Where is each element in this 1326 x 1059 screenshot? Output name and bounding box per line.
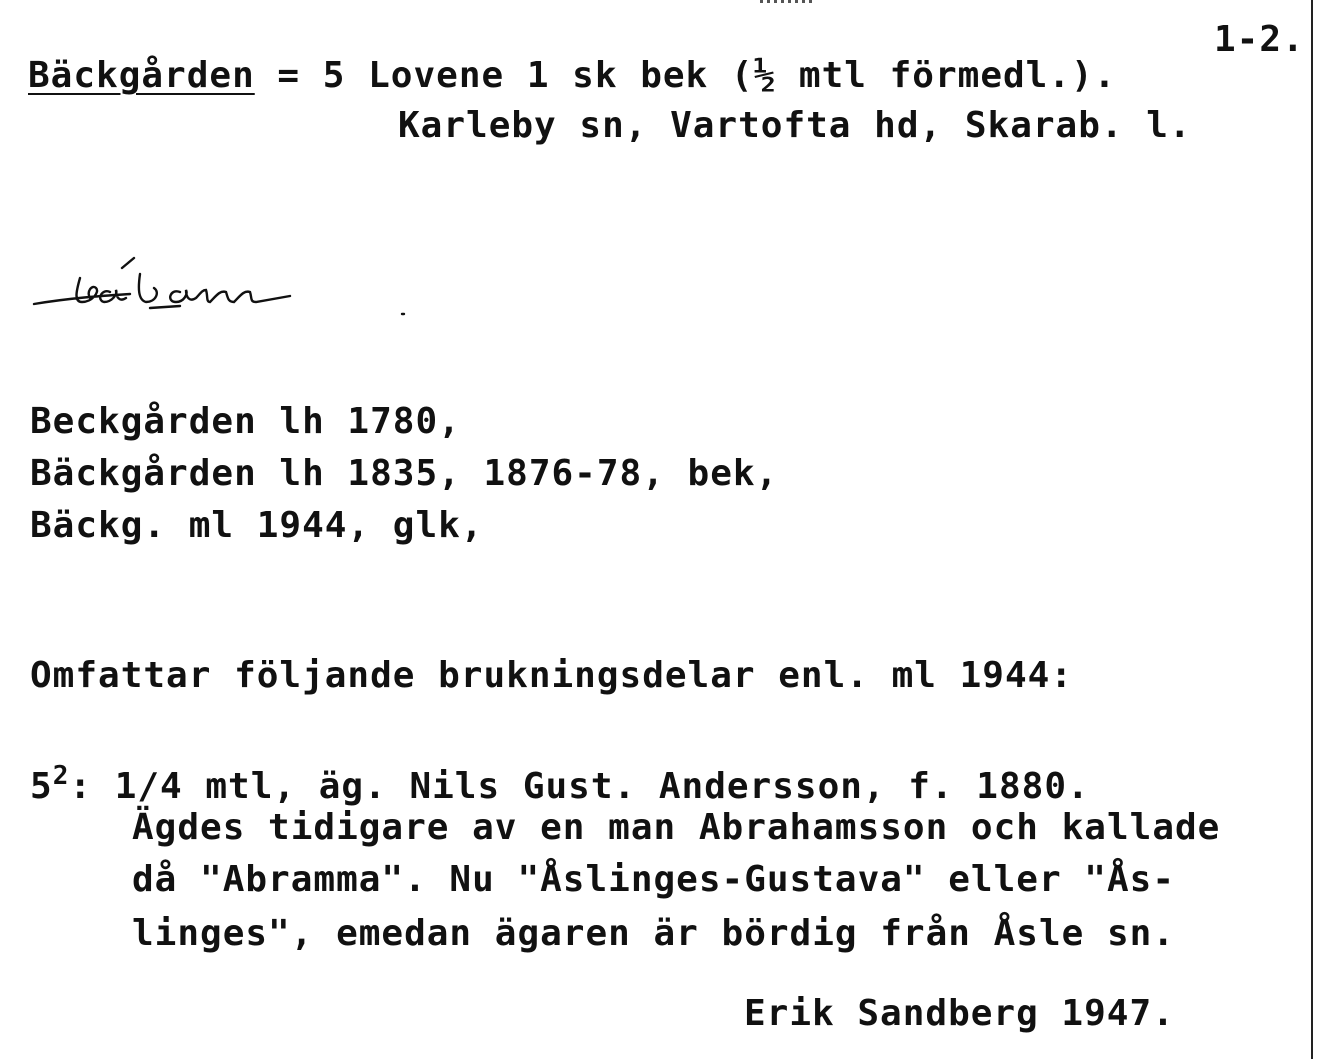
part-line-2: Ägdes tidigare av en man Abrahamsson och kallade (132, 807, 1221, 848)
part-line-4: linges", emedan ägaren är bördig från Åsle sn. (132, 913, 1175, 954)
location-line: Karleby sn, Vartofta hd, Skarab. l. (398, 105, 1192, 146)
entry-description: = 5 Lovene 1 sk bek (½ mtl förmedl.). (254, 55, 1117, 96)
card-right-edge (1311, 0, 1313, 1059)
top-edge-marks (760, 0, 816, 3)
page-number: 1-2. (1214, 19, 1305, 60)
place-name: Bäckgården (28, 55, 255, 96)
history-line-3: Bäckg. ml 1944, glk, (30, 505, 484, 546)
history-line-1: Beckgården lh 1780, (30, 401, 461, 442)
entry-title (28, 56, 1116, 96)
part-entry (30, 756, 1090, 807)
part-line-3: då "Abramma". Nu "Åslinges-Gustava" eller "Ås- (132, 859, 1175, 900)
signature: Erik Sandberg 1947. (744, 993, 1175, 1034)
omfattar-heading: Omfattar följande brukningsdelar enl. ml 1944: (30, 655, 1073, 696)
history-line-2: Bäckgården lh 1835, 1876-78, bek, (30, 453, 779, 494)
part-exponent: 2 (52, 761, 70, 791)
part-first-line: : 1/4 mtl, äg. Nils Gust. Andersson, f. 1880. (69, 766, 1090, 807)
handwritten-pronunciation (30, 248, 430, 328)
part-number: 5 (30, 766, 53, 807)
